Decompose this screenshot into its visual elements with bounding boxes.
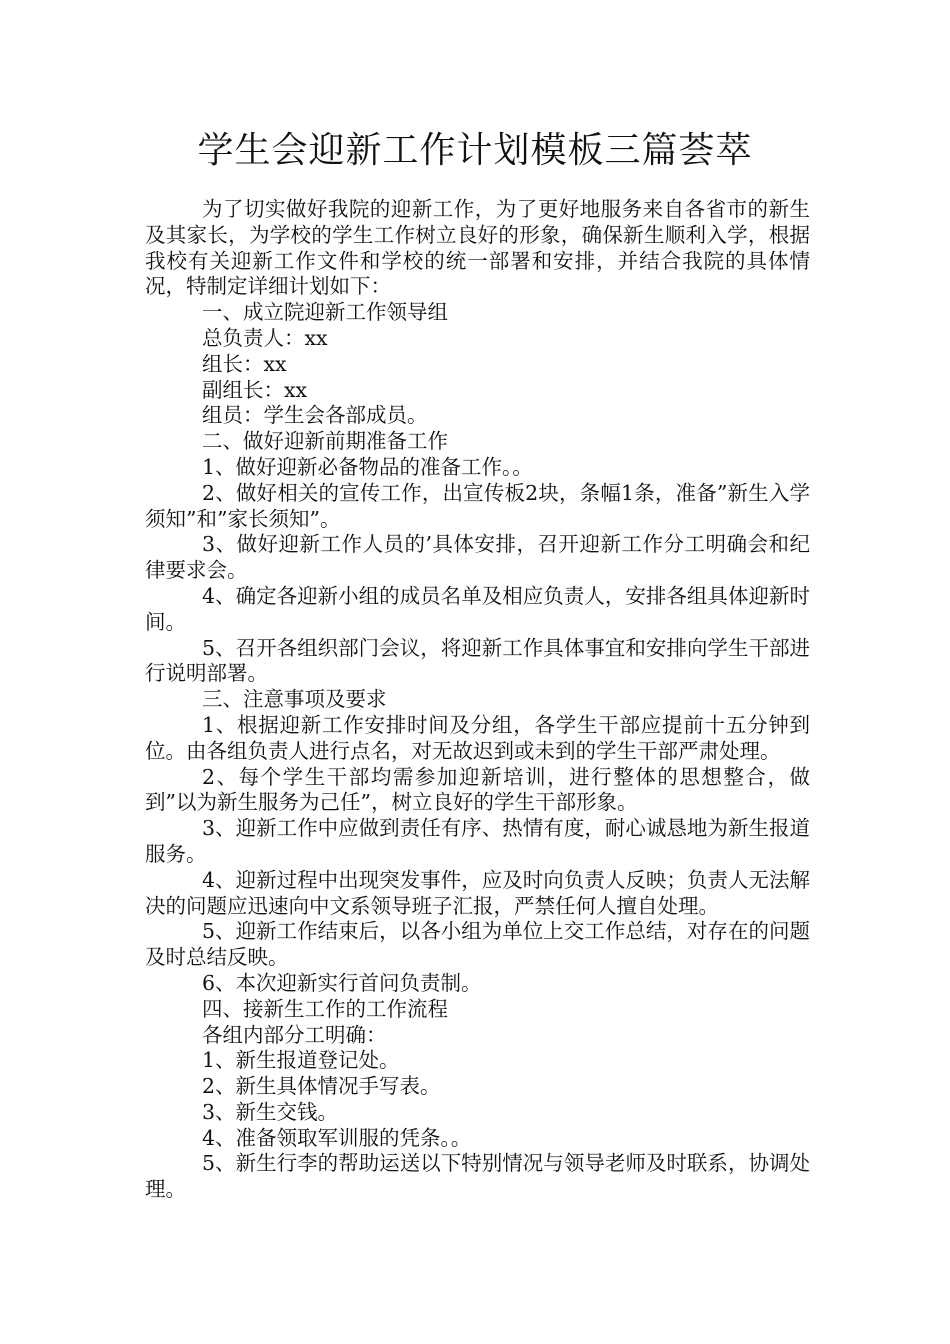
paragraph: 6、本次迎新实行首问负责制。 xyxy=(202,970,482,995)
paragraph: 3、新生交钱。 xyxy=(202,1099,339,1124)
paragraph: 各组内部分工明确： xyxy=(202,1022,387,1047)
document-body xyxy=(145,197,810,1203)
paragraph: 组员：学生会各部成员。 xyxy=(202,403,428,428)
paragraph: 3、做好迎新工作人员的’具体安排，召开迎新工作分工明确会和纪律要求会。 xyxy=(145,532,810,583)
paragraph: 5、新生行李的帮助运送以下特别情况与领导老师及时联系，协调处理。 xyxy=(145,1151,810,1202)
paragraph: 5、迎新工作结束后，以各小组为单位上交工作总结，对存在的问题及时总结反映。 xyxy=(145,919,810,970)
paragraph: 2、做好相关的宣传工作，出宣传板2块，条幅1条，准备”新生入学须知”和”家长须知”。 xyxy=(145,480,810,531)
paragraph: 总负责人：xx xyxy=(202,325,328,350)
paragraph: 4、确定各迎新小组的成员名单及相应负责人，安排各组具体迎新时间。 xyxy=(145,583,810,634)
paragraph: 5、召开各组织部门会议，将迎新工作具体事宜和安排向学生干部进行说明部署。 xyxy=(145,635,810,686)
paragraph: 1、新生报道登记处。 xyxy=(202,1048,400,1073)
paragraph: 4、迎新过程中出现突发事件，应及时向负责人反映；负责人无法解决的问题应迅速向中文系领导班子汇报，严禁任何人擅自处理。 xyxy=(145,867,810,918)
paragraph: 1、根据迎新工作安排时间及分组，各学生干部应提前十五分钟到位。由各组负责人进行点名，对无故迟到或未到的学生干部严肃处理。 xyxy=(145,712,810,763)
paragraph-intro: 为了切实做好我院的迎新工作，为了更好地服务来自各省市的新生及其家长，为学校的学生工作树立良好的形象，确保新生顺利入学，根据我校有关迎新工作文件和学校的统一部署和安排，并结合我院的具体情况，特制定详细计划如下： xyxy=(145,197,810,299)
section-heading-3: 三、注意事项及要求 xyxy=(202,687,387,712)
paragraph: 副组长：xx xyxy=(202,377,308,402)
paragraph: 2、新生具体情况手写表。 xyxy=(202,1074,441,1099)
paragraph: 3、迎新工作中应做到责任有序、热情有度，耐心诚恳地为新生报道服务。 xyxy=(145,816,810,866)
section-heading-1: 一、成立院迎新工作领导组 xyxy=(202,300,448,325)
paragraph: 2、每个学生干部均需参加迎新培训，进行整体的思想整合，做到”以为新生服务为己任”，树立良好的学生干部形象。 xyxy=(145,764,810,815)
section-heading-4: 四、接新生工作的工作流程 xyxy=(202,996,448,1021)
paragraph: 1、做好迎新必备物品的准备工作。。 xyxy=(202,454,533,479)
paragraph: 4、准备领取军训服的凭条。。 xyxy=(202,1125,472,1150)
section-heading-2: 二、做好迎新前期准备工作 xyxy=(202,429,448,454)
paragraph: 组长：xx xyxy=(202,351,287,376)
document-title: 学生会迎新工作计划模板三篇荟萃 xyxy=(197,130,753,171)
